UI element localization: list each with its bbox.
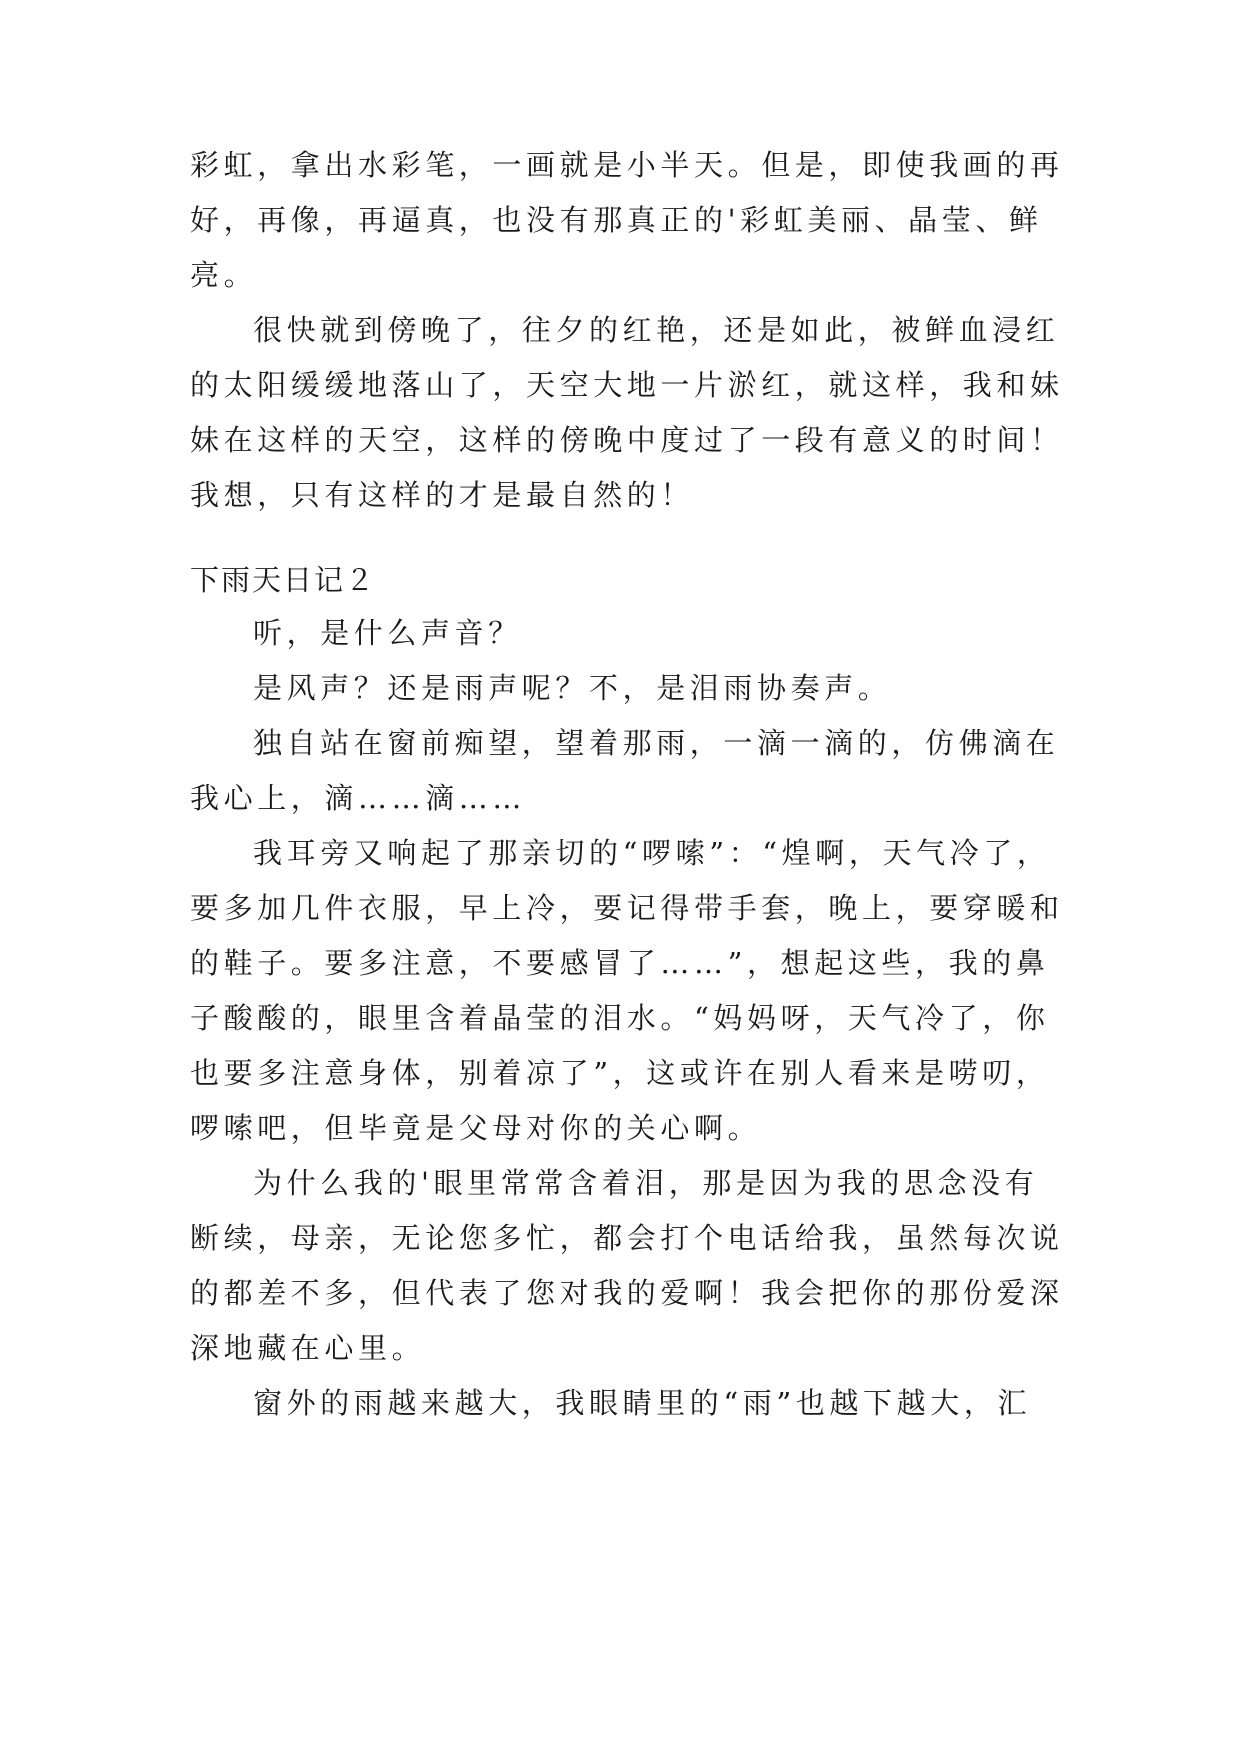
paragraph-line: 独自站在窗前痴望，望着那雨，一滴一滴的，仿佛滴在: [253, 726, 1060, 760]
paragraph-line: 的太阳缓缓地落山了，天空大地一片淤红，就这样，我和妹: [190, 368, 1064, 402]
paragraph-line: 我耳旁又响起了那亲切的“啰嗦”：“煌啊，天气冷了，: [253, 836, 1051, 870]
paragraph-line: 我心上，滴……滴……: [190, 781, 527, 815]
paragraph-line: 的都差不多，但代表了您对我的爱啊！我会把你的那份爱深: [190, 1276, 1064, 1310]
paragraph-line: 为什么我的'眼里常常含着泪，那是因为我的思念没有: [253, 1166, 1039, 1200]
paragraph-line: 也要多注意身体，别着凉了”，这或许在别人看来是唠叨，: [190, 1056, 1050, 1090]
paragraph-line: 亮。: [190, 258, 258, 292]
paragraph-line: 子酸酸的，眼里含着晶莹的泪水。“妈妈呀，天气冷了，你: [190, 1001, 1050, 1035]
paragraph-line: 窗外的雨越来越大，我眼睛里的“雨”也越下越大，汇: [253, 1386, 1032, 1420]
paragraph-line: 彩虹，拿出水彩笔，一画就是小半天。但是，即使我画的再: [190, 148, 1064, 182]
paragraph-line: 妹在这样的天空，这样的傍晚中度过了一段有意义的时间！: [190, 423, 1064, 457]
paragraph-line: 啰嗦吧，但毕竟是父母对你的关心啊。: [190, 1111, 762, 1145]
section-title: 下雨天日记２: [190, 563, 377, 597]
paragraph-line: 我想，只有这样的才是最自然的！: [190, 478, 695, 512]
paragraph-line: 听，是什么声音？: [253, 616, 522, 650]
paragraph-line: 要多加几件衣服，早上冷，要记得带手套，晚上，要穿暖和: [190, 891, 1064, 925]
paragraph-line: 的鞋子。要多注意，不要感冒了……”，想起这些，我的鼻: [190, 946, 1050, 980]
paragraph-line: 是风声？还是雨声呢？不，是泪雨协奏声。: [253, 671, 892, 705]
paragraph-line: 好，再像，再逼真，也没有那真正的'彩虹美丽、晶莹、鲜: [190, 203, 1043, 237]
paragraph-line: 很快就到傍晚了，往夕的红艳，还是如此，被鲜血浸红: [253, 313, 1060, 347]
paragraph-line: 断续，母亲，无论您多忙，都会打个电话给我，虽然每次说: [190, 1221, 1064, 1255]
paragraph-line: 深地藏在心里。: [190, 1331, 426, 1365]
